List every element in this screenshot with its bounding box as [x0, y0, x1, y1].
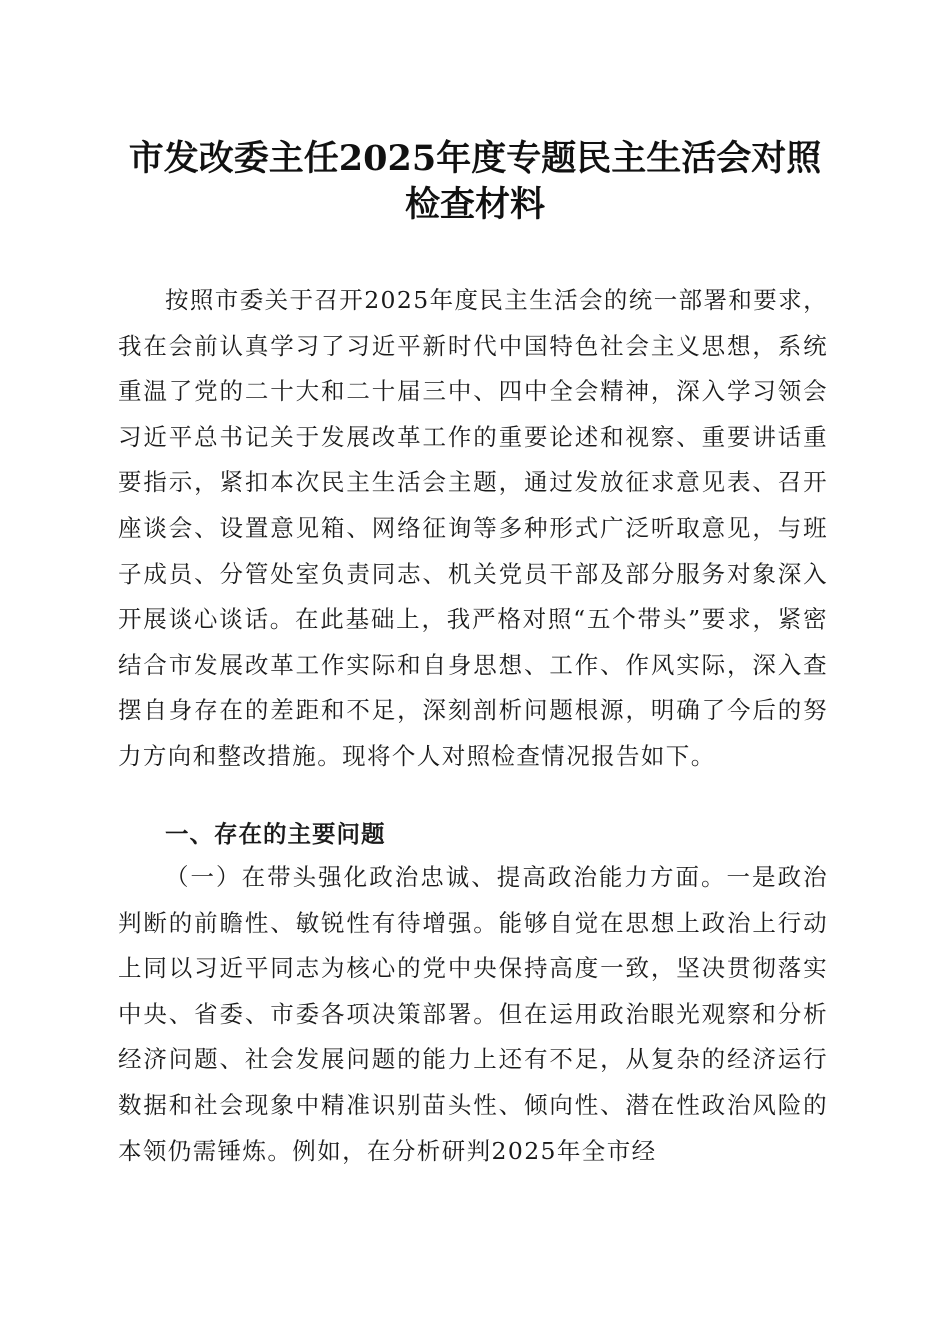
document-title-line-1: 市发改委主任2025年度专题民主生活会对照 [128, 138, 822, 179]
document-title-line-2: 检查材料 [404, 184, 545, 225]
intro-paragraph: 按照市委关于召开2025年度民主生活会的统一部署和要求，我在会前认真学习了习近平新时代中国特色社会主义思想，系统重温了党的二十大和二十届三中、四中全会精神，深入学习领会习近平总书记关于发展改革工作的重要论述和视察、重要讲话重要指示，紧扣本次民主生活会主题，通过发放征求意见表、召开座谈会、设置意见箱、网络征询等多种形式广泛听取意见，与班子成员、分管处室负责同志、机关党员干部及部分服务对象深入开展谈心谈话。在此基础上，我严格对照“五个带头”要求，紧密结合市发展改革工作实际和自身思想、工作、作风实际，深入查摆自身存在的差距和不足，深刻剖析问题根源，明确了今后的努力方向和整改措施。现将个人对照检查情况报告如下。 [118, 286, 829, 770]
subsection-paragraph-political-loyalty: （一）在带头强化政治忠诚、提高政治能力方面。一是政治判断的前瞻性、敏锐性有待增强。能够自觉在思想上政治上行动上同以习近平同志为核心的党中央保持高度一致，坚决贯彻落实中央、省委、市委各项决策部署。但在运用政治眼光观察和分析经济问题、社会发展问题的能力上还有不足，从复杂的经济运行数据和社会现象中精准识别苗头性、倾向性、潜在性政治风险的本领仍需锤炼。例如，在分析研判2025年全市经 [118, 863, 828, 1165]
section-heading-main-problems: 一、存在的主要问题 [165, 820, 386, 848]
